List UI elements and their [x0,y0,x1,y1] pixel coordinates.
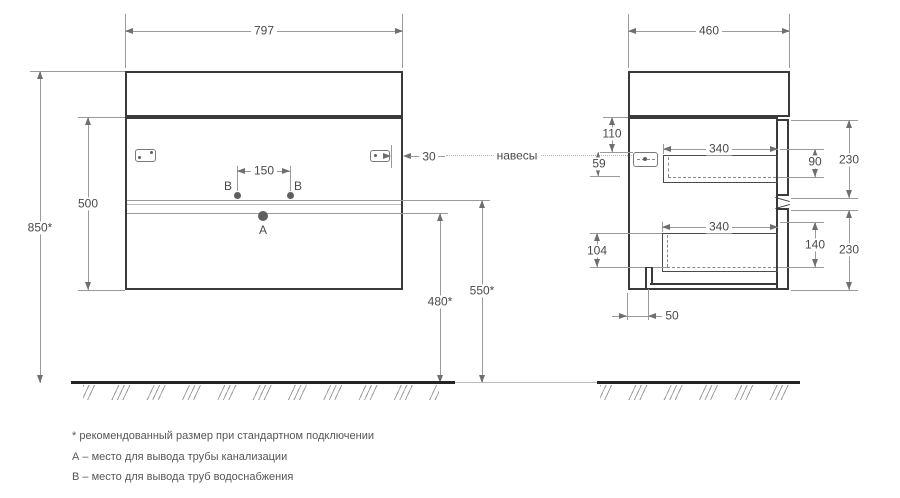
dim-label-depth: 460 [696,24,722,37]
bracket-screw-icon [374,154,377,157]
ext-line [628,14,629,68]
drawer-dash-line [668,157,669,177]
ext-line [778,267,824,268]
arrow-down-icon [846,282,852,290]
dim-label-plinth-notch: 50 [662,309,681,322]
dim-label-drain-height: 480* [425,295,456,308]
plinth-notch-line [645,267,653,268]
point-a-label: A [258,223,268,237]
water-outlet-point [234,192,241,199]
arrow-left-icon [648,313,656,319]
arrow-up-icon [594,233,600,241]
ground-line-side [597,381,800,384]
bracket-screw-icon [643,157,647,161]
arrow-right-icon [619,313,627,319]
ext-line [789,14,790,68]
arrow-right-icon [782,28,790,34]
ext-line [30,71,125,72]
arrow-left-icon [125,28,133,34]
dim-label-total-height: 850* [25,221,56,234]
dim-label-bottom-drawer-depth: 340 [706,220,732,233]
ext-line [78,290,125,291]
point-b-label: B [293,179,303,193]
arrow-right-icon [770,146,778,152]
ext-line [791,290,858,291]
drain-outlet-point [258,211,268,221]
dim-label-bottom-offset: 104 [584,244,610,257]
drawer-gap-line-2 [127,204,401,205]
arrow-down-icon [85,282,91,290]
dim-label-bottom-drawer-height: 140 [802,238,828,251]
bracket-screw-icon [150,151,153,154]
arrow-up-icon [609,117,615,125]
ext-line [290,166,291,191]
bottom-shelf-line [650,283,777,285]
dim-label-top-drawer-depth: 340 [706,142,732,155]
arrow-down-icon [594,259,600,267]
arrow-right-icon [395,28,403,34]
ext-line [402,14,403,68]
drawer-gap-line [127,200,490,201]
drain-level-line [127,213,448,214]
arrow-left-icon [663,146,671,152]
footnote-point-b: В – место для вывода труб водоснабжения [72,471,294,483]
ext-line [778,177,824,178]
top-drawer-box [663,155,778,183]
ext-line [590,176,620,177]
arrow-up-icon [437,213,443,221]
plinth-notch-line [645,267,647,288]
dim-label-water-height: 550* [467,284,498,297]
arrow-left-icon [237,168,245,174]
arrow-left-icon [628,28,636,34]
ext-line [590,233,662,234]
ext-line [125,14,126,68]
ground-line-front [71,381,455,384]
countertop-front [125,71,403,117]
footnote-point-a: А – место для вывода трубы канализации [72,451,288,463]
arrow-down-icon [812,169,818,177]
dim-label-bottom-front-height: 230 [836,243,862,256]
arrow-right-icon [282,168,290,174]
arrow-down-icon [37,375,43,383]
arrow-up-icon [37,71,43,79]
dim-label-hanger-top: 110 [599,127,624,140]
plinth-notch-line [651,267,653,284]
drawer-dash-line [667,267,776,268]
arrow-up-icon [85,117,91,125]
dim-label-top-front-height: 230 [836,153,862,166]
arrow-down-icon [609,144,615,152]
arrow-down-icon [846,190,852,198]
arrow-up-icon [479,200,485,208]
ground-line-extension [455,382,597,383]
footnote-recommended-size: * рекомендованный размер при стандартном подключении [72,430,374,442]
dim-label-top-drawer-height: 90 [805,155,824,168]
drawer-dash-line [667,235,668,267]
dim-label-cabinet-height: 500 [75,197,101,210]
dim-label-hanger-height: 59 [589,157,608,170]
water-outlet-point [287,192,294,199]
arrow-right-icon [770,224,778,230]
ext-line [391,145,392,168]
ground-hatching [83,385,439,400]
bracket-screw-icon [138,156,141,159]
ext-line [600,152,633,153]
dim-label-width: 797 [251,24,277,37]
arrow-up-icon [846,120,852,128]
ext-line [791,198,858,199]
dim-label-holes-spacing: 150 [251,164,277,177]
ext-line [603,117,628,118]
countertop-side [628,71,790,117]
arrow-right-icon [383,153,391,159]
ext-line [590,267,667,268]
arrow-up-icon [812,222,818,230]
ground-hatching [600,385,796,400]
arrow-left-icon [662,224,670,230]
point-b-label: B [223,179,233,193]
drawer-dash-line [668,177,776,178]
dim-label-hinge-offset: 30 [419,150,438,163]
arrow-up-icon [846,210,852,218]
arrow-down-icon [812,259,818,267]
hangers-label: навесы [494,149,541,162]
